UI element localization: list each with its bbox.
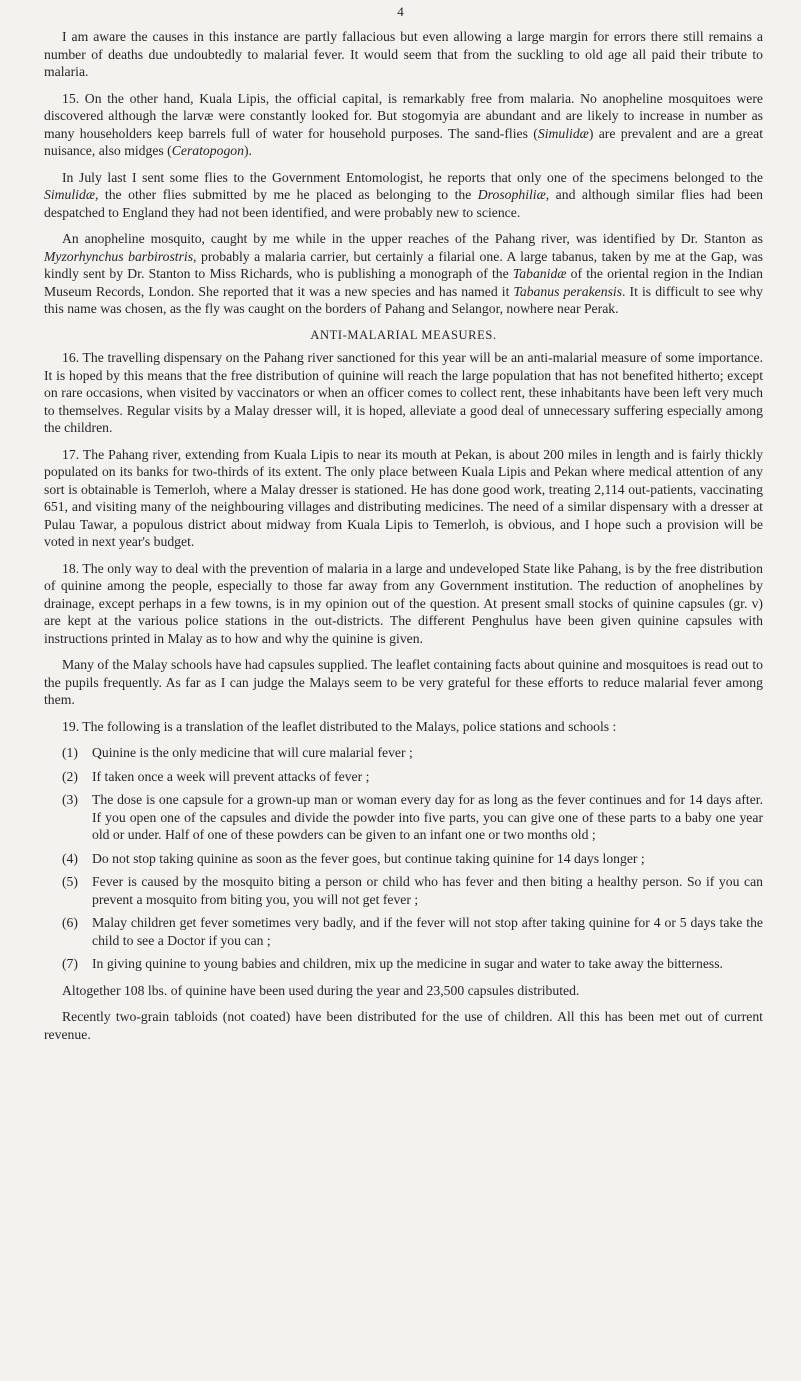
italic-term: Simulidæ <box>537 125 589 141</box>
list-item: (1) Quinine is the only medicine that will cure malarial fever ; <box>62 745 413 760</box>
italic-term: Tabanus perakensis <box>513 283 623 299</box>
list-item: (5) Fever is caused by the mosquito biting a person or child who has fever and then biting a healthy person. So if you can prevent a mosquito from biting you, you will not get fever ; <box>62 874 763 907</box>
italic-term: Drosophiliæ <box>477 187 546 202</box>
document-body <box>44 28 763 1052</box>
paragraph-tabloids: Recently two-grain tabloids (not coated) have been distributed for the use of children. All this has been met out of current revenue. <box>44 1009 763 1042</box>
list-item: (2) If taken once a week will prevent attacks of fever ; <box>62 768 370 784</box>
list-item: (3) The dose is one capsule for a grown-up man or woman every day for as long as the fever continues and for 14 days after. If you open one of the capsules and divide the powder into five parts, you can give one of these parts to a baby one year old or under. Half of one of these powders can be given to an infant one or two months old ; <box>62 792 763 842</box>
list-item: (7) In giving quinine to young babies and children, mix up the medicine in sugar and water to take away the bitterness. <box>62 956 723 971</box>
paragraph-18: 18. The only way to deal with the prevention of malaria in a large and undeveloped State like Pahang, is by the free distribution of quinine among the people, especially to those far away from any Government institution. The reduction of anophelines by drainage, except perhaps in a few towns, is in my opinion out of the question. At present small stocks of quinine capsules (gr. v) are kept at the various police stations in the out-districts. The different Penghulus have been given quinine capsules with instructions printed in Malay as to how and why the quinine is given. <box>44 560 763 646</box>
paragraph-15-entomologist: In July last I sent some flies to the Government Entomologist, he reports that only one of the specimens belonged to the Simulidæ, the other flies submitted by me he placed as belonging to the Drosophiliæ, and although similar flies had been despatched to England they had not been identified, and were probably new to science. <box>44 169 763 220</box>
paragraph-17: 17. The Pahang river, extending from Kuala Lipis to near its mouth at Pekan, is about 200 miles in length and is fairly thickly populated on its banks for two-thirds of its extent. The only place between Kuala Lipis and Pekan where medical attention of any sort is obtainable is Temerloh, where a Malay dresser is stationed. He has done good work, treating 2,114 out-patients, vaccinating 651, and visiting many of the neighbouring villages and distributing medicines. The need of a similar dispensary with a dresser at Pulau Tawar, a populous district about midway from Kuala Lipis to Temerloh, is obvious, and I hope such a provision will be voted in next year's budget. <box>44 446 763 549</box>
page-number: 4 <box>397 4 404 19</box>
section-heading: ANTI-MALARIAL MEASURES. <box>310 327 497 342</box>
italic-term: Ceratopogon <box>171 143 244 158</box>
list-item: (4) Do not stop taking quinine as soon as the fever goes, but continue taking quinine for 14 days longer ; <box>62 850 645 866</box>
paragraph-quinine-total: Altogether 108 lbs. of quinine have been used during the year and 23,500 capsules distributed. <box>62 982 580 998</box>
paragraph-15: 15. On the other hand, Kuala Lipis, the official capital, is remarkably free from malaria. No anopheline mosquitoes were discovered although the larvæ were constantly looked for. But stogomyia are abundant and are likely to increase in number as many householders keep barrels full of water for household purposes. The sand-flies (Simulidæ) are prevalent and are a great nuisance, also midges (Ceratopogon). <box>44 90 763 158</box>
paragraph-19: 19. The following is a translation of the leaflet distributed to the Malays, police stations and schools : <box>62 718 617 734</box>
paragraph-16: 16. The travelling dispensary on the Pahang river sanctioned for this year will be an anti-malarial measure of some importance. It is hoped by this means that the free distribution of quinine will reach the large population that has not benefited hitherto; except on rare occasions, when visited by vaccinators or when an officer comes to collect rent, these inhabitants have been left very much to themselves. Regular visits by a Malay dresser will, it is hoped, alleviate a good deal of unnecessary suffering especially among the children. <box>44 350 763 435</box>
italic-term: Myzorhynchus barbirostris <box>44 248 194 264</box>
paragraph-15-anopheline: An anopheline mosquito, caught by me while in the upper reaches of the Pahang river, was identified by Dr. Stanton as Myzorhynchus barbirostris, probably a malaria carrier, but certainly a filarial one. A large tabanus, taken by me at the Gap, was kindly sent by Dr. Stanton to Miss Richards, who is publishing a monograph of the Tabanidæ of the oriental region in the Indian Museum Records, London. She reported that it was a new species and has named it Tabanus perakensis. It is difficult to see why this name was chosen, as the fly was caught on the borders of Pahang and Selangor, nowhere near Perak. <box>44 231 763 316</box>
italic-term: Simulidæ <box>44 187 95 202</box>
leaflet-list <box>44 744 763 973</box>
paragraph-18-schools: Many of the Malay schools have had capsules supplied. The leaflet containing facts about quinine and mosquitoes is read out to the pupils frequently. As far as I can judge the Malays seem to be very grateful for these efforts to reduce malarial fever among them. <box>44 657 763 707</box>
italic-term: Tabanidæ <box>512 266 567 281</box>
list-item: (6) Malay children get fever sometimes very badly, and if the fever will not stop after taking quinine for 4 or 5 days take the child to see a Doctor if you can ; <box>62 915 763 948</box>
paragraph-intro: I am aware the causes in this instance are partly fallacious but even allowing a large margin for errors there still remains a number of deaths due undoubtedly to malarial fever. It would seem that from the suckling to old age all paid their tribute to malaria. <box>44 29 763 79</box>
